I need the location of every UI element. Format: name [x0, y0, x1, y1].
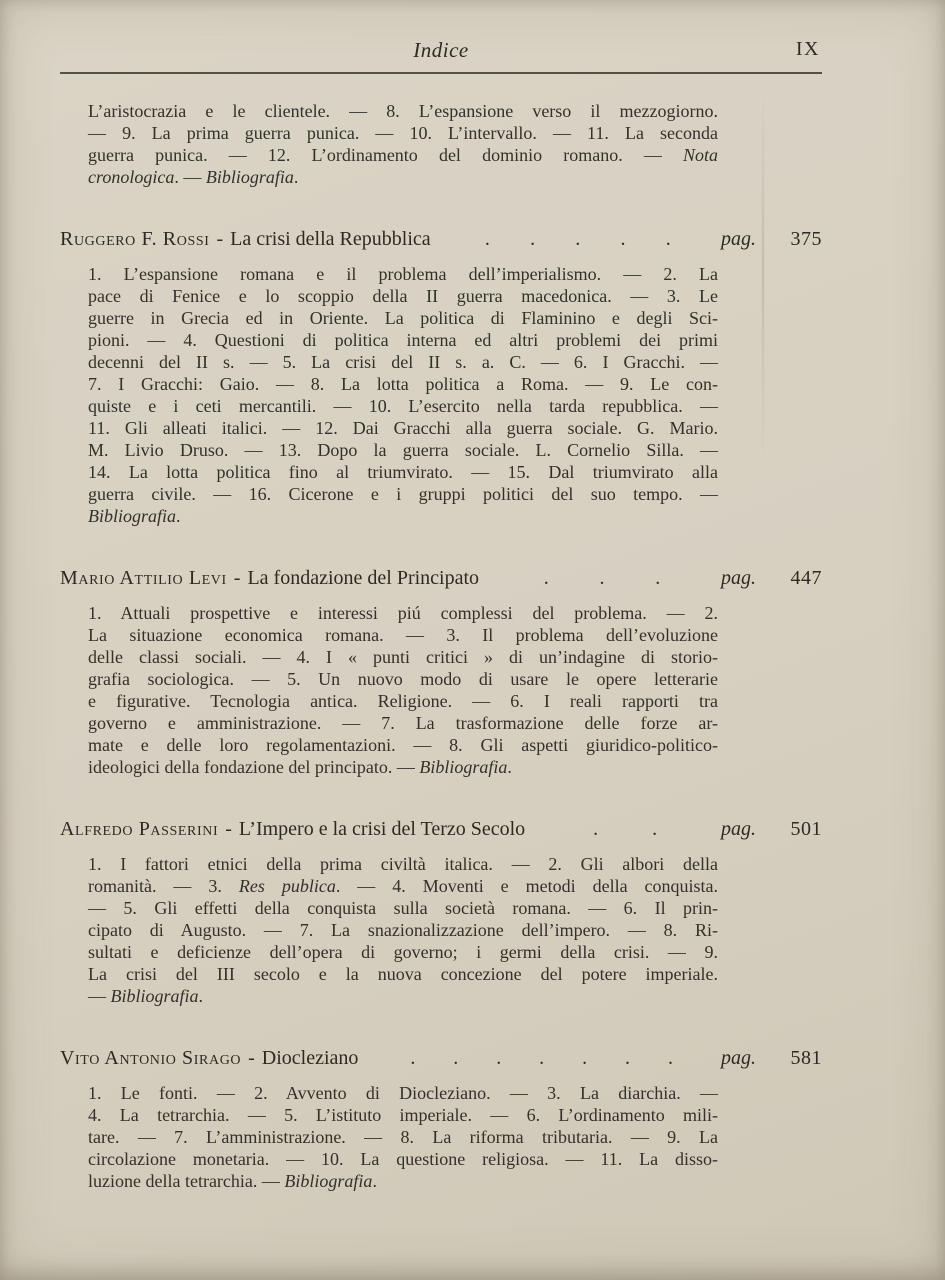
text-line: governo e amministrazione. — 7. La trasformazione delle forze ar-	[88, 713, 718, 733]
text-line: e figurative. Tecnologia antica. Religione. — 6. I reali rapporti tra	[88, 691, 718, 711]
toc-entry-heading	[60, 567, 822, 590]
author-title-separator: -	[233, 567, 241, 589]
entry-summary	[88, 263, 718, 527]
text-line: Bibliografia.	[88, 506, 181, 526]
text-line: quiste e i ceti mercantili. — 10. L’esercito nella tarda repubblica. —	[88, 396, 718, 416]
toc-entry-passerini	[60, 818, 822, 1007]
text-line: L’aristocrazia e le clientele. — 8. L’espansione verso il mezzogiorno.	[88, 101, 718, 121]
entry-author: Vito Antonio Sirago	[60, 1047, 242, 1069]
entry-author: Mario Attilio Levi	[60, 567, 227, 589]
text-line: 7. I Gracchi: Gaio. — 8. La lotta politica a Roma. — 9. Le con-	[88, 374, 718, 394]
text-line: delle classi sociali. — 4. I « punti critici » di un’indagine di storio-	[88, 647, 718, 667]
text-line: mate e delle loro regolamentazioni. — 8. Gli aspetti giuridico-politico-	[88, 735, 718, 755]
continued-summary-paragraph	[88, 100, 718, 188]
author-title-separator: -	[216, 228, 224, 250]
text-line: tare. — 7. L’amministrazione. — 8. La riforma tributaria. — 9. La	[88, 1127, 718, 1147]
pag-label: pag.	[721, 567, 756, 589]
leader-dot: .	[484, 228, 490, 250]
dot-leaders	[372, 1047, 711, 1070]
entry-title: L’Impero e la crisi del Terzo Secolo	[238, 818, 526, 840]
leader-dot: .	[530, 228, 536, 250]
leader-dot: .	[620, 228, 626, 250]
leader-dot: .	[582, 1047, 588, 1069]
author-title-separator: -	[225, 818, 232, 840]
pag-label: pag.	[721, 228, 756, 250]
page-header	[60, 38, 822, 70]
running-title: Indice	[413, 38, 469, 62]
text-line: guerre in Grecia ed in Oriente. La politica di Flaminino e degli Sci-	[88, 308, 718, 328]
text-line: grafia sociologica. — 5. Un nuovo modo di usare le opere letterarie	[88, 669, 718, 689]
leader-dot: .	[453, 1047, 459, 1069]
entry-author: Alfredo Passerini	[60, 818, 219, 840]
leader-dot: .	[667, 1047, 673, 1069]
entry-author: Ruggero F. Rossi	[60, 228, 210, 250]
dot-leaders	[493, 567, 711, 590]
text-line: sultati e deficienze dell’opera di governo; i germi della crisi. — 9.	[88, 942, 718, 962]
entry-title: La crisi della Repubblica	[230, 228, 431, 250]
folio-page-number: IX	[795, 38, 820, 60]
leader-dot: .	[655, 567, 661, 589]
leader-dot: .	[496, 1047, 502, 1069]
entry-summary	[88, 853, 718, 1007]
text-line: ideologici della fondazione del principato. — Bibliografia.	[88, 757, 512, 777]
text-line: 1. I fattori etnici della prima civiltà italica. — 2. Gli albori della	[88, 854, 718, 874]
text-line: guerra civile. — 16. Cicerone e i gruppi politici del suo tempo. —	[88, 484, 718, 504]
toc-entry-levi	[60, 567, 822, 778]
toc-entry-heading	[60, 1047, 822, 1070]
text-line: decenni del II s. — 5. La crisi del II s. a. C. — 6. I Gracchi. —	[88, 352, 718, 372]
text-line: — Bibliografia.	[88, 986, 204, 1006]
text-line: 1. Attuali prospettive e interessi piú complessi del problema. — 2.	[88, 603, 718, 623]
text-line: cronologica. — Bibliografia.	[88, 167, 299, 187]
page-content	[60, 38, 822, 1192]
toc-entry-sirago	[60, 1047, 822, 1192]
entry-page-number: 375	[790, 228, 822, 250]
leader-dot: .	[539, 1047, 545, 1069]
pag-label: pag.	[721, 818, 756, 840]
text-line: pioni. — 4. Questioni di politica interna ed altri problemi dei primi	[88, 330, 718, 350]
text-line: 14. La lotta politica fino al triumvirato. — 15. Dal triumvirato alla	[88, 462, 718, 482]
text-line: pace di Fenice e lo scoppio della II guerra macedonica. — 3. Le	[88, 286, 718, 306]
text-line: La situazione economica romana. — 3. Il problema dell’evoluzione	[88, 625, 718, 645]
entry-page-number: 501	[790, 818, 822, 840]
text-line: luzione della tetrarchia. — Bibliografia.	[88, 1171, 377, 1191]
pag-label: pag.	[721, 1047, 756, 1069]
entry-title: La fondazione del Principato	[247, 567, 480, 589]
text-line: — 9. La prima guerra punica. — 10. L’intervallo. — 11. La seconda	[88, 123, 718, 143]
text-line: romanità. — 3. Res publica. — 4. Moventi e metodi della conquista.	[88, 876, 719, 896]
dot-leaders	[445, 228, 711, 251]
leader-dot: .	[575, 228, 581, 250]
text-line: — 5. Gli effetti della conquista sulla società romana. — 6. Il prin-	[88, 898, 718, 918]
entry-summary	[88, 602, 718, 778]
text-line: cipato di Augusto. — 7. La snazionalizzazione dell’impero. — 8. Ri-	[88, 920, 718, 940]
header-rule	[60, 72, 822, 74]
text-line: guerra punica. — 12. L’ordinamento del dominio romano. — Nota	[88, 145, 718, 165]
toc-entry-heading	[60, 228, 822, 251]
entry-title: Diocleziano	[261, 1047, 359, 1069]
toc-entry-heading	[60, 818, 822, 841]
leader-dot: .	[652, 818, 658, 840]
entry-summary	[88, 1082, 718, 1192]
text-line: M. Livio Druso. — 13. Dopo la guerra sociale. L. Cornelio Silla. —	[88, 440, 718, 460]
entry-page-number: 581	[790, 1047, 822, 1069]
leader-dot: .	[599, 567, 605, 589]
dot-leaders	[539, 818, 711, 841]
author-title-separator: -	[248, 1047, 255, 1069]
text-line: 1. Le fonti. — 2. Avvento di Diocleziano. — 3. La diarchia. —	[88, 1083, 718, 1103]
toc-entry-rossi	[60, 228, 822, 527]
leader-dot: .	[625, 1047, 631, 1069]
text-line: La crisi del III secolo e la nuova concezione del potere imperiale.	[88, 964, 718, 984]
leader-dot: .	[410, 1047, 416, 1069]
text-line: circolazione monetaria. — 10. La questione religiosa. — 11. La disso-	[88, 1149, 718, 1169]
leader-dot: .	[543, 567, 549, 589]
leader-dot: .	[593, 818, 599, 840]
text-line: 4. La tetrarchia. — 5. L’istituto imperiale. — 6. L’ordinamento mili-	[88, 1105, 718, 1125]
leader-dot: .	[665, 228, 671, 250]
text-line: 1. L’espansione romana e il problema dell’imperialismo. — 2. La	[88, 264, 718, 284]
text-line: 11. Gli alleati italici. — 12. Dai Gracchi alla guerra sociale. G. Mario.	[88, 418, 718, 438]
entry-page-number: 447	[790, 567, 822, 589]
